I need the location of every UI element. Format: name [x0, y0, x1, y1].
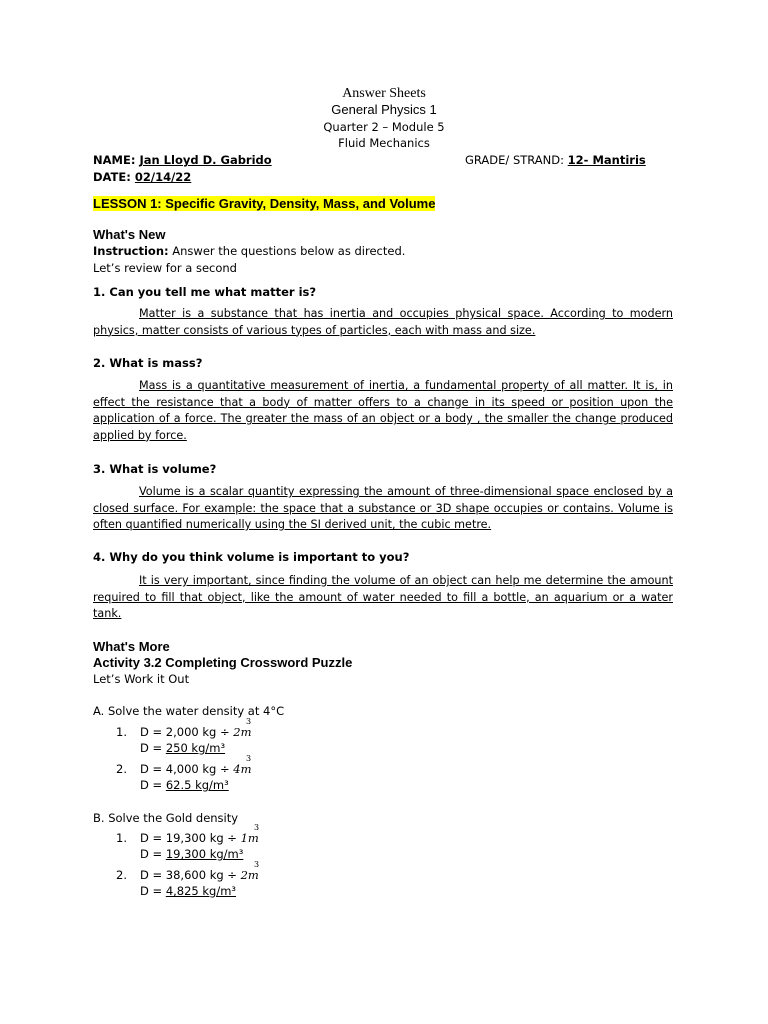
answer-value: 62.5 kg/m³	[165, 778, 229, 792]
review-line: Let’s review for a second	[93, 261, 237, 275]
lesson-title	[93, 196, 435, 211]
section-a-title: A. Solve the water density at 4°C	[93, 704, 285, 718]
superscript-three: 3	[246, 754, 252, 763]
answer-value: 19,300 kg/m³	[165, 847, 244, 861]
name-label: NAME:	[93, 153, 136, 167]
grade-row	[465, 153, 646, 167]
date-label: DATE:	[93, 170, 131, 184]
sheet-title: Answer Sheets	[342, 86, 426, 101]
superscript-three: 3	[246, 717, 252, 726]
answer-3-text: Volume is a scalar quantity expressing the amount of three-dimensional space enclosed by a closed surface. For example: the space that a substance or 3D shape occupies or contains. Volume is often quantified numerically using the SI derived unit, the cubic metre.	[93, 485, 673, 532]
equation-math: 1m	[240, 831, 259, 845]
whats-new-heading: What's New	[93, 227, 166, 242]
answer-1-text: Matter is a substance that has inertia and occupies physical space. According to modern physics, matter consists of various types of particles, each with mass and size.	[93, 307, 673, 337]
superscript-three: 3	[254, 823, 260, 832]
section-a-item-2-answer	[140, 778, 229, 792]
answer-4-text: It is very important, since finding the volume of an object can help me determine the amount required to fill that object, like the amount of water needed to fill a bottle, an aquarium or a water tank.	[93, 574, 673, 621]
equation-text: D = 38,600 kg ÷	[140, 868, 241, 882]
subject-title: General Physics 1	[331, 102, 437, 117]
superscript-three: 3	[254, 860, 260, 869]
equation-math: 2m	[240, 868, 259, 882]
equation-text: D = 19,300 kg ÷	[140, 831, 241, 845]
answer-3	[93, 484, 673, 534]
whats-more-heading: What's More	[93, 639, 170, 654]
question-4: 4. Why do you think volume is important to you?	[93, 550, 410, 564]
lesson-title-text: LESSON 1: Specific Gravity, Density, Mass, and Volume	[93, 196, 436, 211]
grade-value: 12- Mantiris	[567, 153, 646, 167]
section-b-item-1-number: 1.	[116, 831, 127, 845]
answer-prefix: D =	[140, 847, 166, 861]
section-b-item-2-number: 2.	[116, 868, 127, 882]
section-a-item-1-equation	[140, 725, 252, 739]
activity-title: Activity 3.2 Completing Crossword Puzzle	[93, 655, 353, 670]
answer-2-text: Mass is a quantitative measurement of inertia, a fundamental property of all matter. It is, in effect the resistance that a body of matter offers to a change in its speed or position upon the application of a force. The greater the mass of an object or a body , the smaller the change produced applied by force.	[93, 379, 673, 442]
name-value: Jan Lloyd D. Gabrido	[139, 153, 272, 167]
question-3: 3. What is volume?	[93, 462, 217, 476]
work-it-out-line: Let’s Work it Out	[93, 672, 190, 686]
question-1: 1. Can you tell me what matter is?	[93, 285, 317, 299]
section-b-item-1-equation	[140, 831, 259, 845]
section-b-item-2-equation	[140, 868, 259, 882]
section-a-item-2-equation	[140, 762, 252, 776]
section-a-item-1-number: 1.	[116, 725, 127, 739]
equation-math: 2m	[233, 725, 252, 739]
date-row	[93, 170, 191, 184]
module-topic: Fluid Mechanics	[338, 136, 430, 150]
equation-math: 4m	[233, 762, 252, 776]
section-b-title: B. Solve the Gold density	[93, 811, 239, 825]
date-value: 02/14/22	[134, 170, 192, 184]
name-row	[93, 153, 272, 167]
answer-prefix: D =	[140, 741, 166, 755]
answer-prefix: D =	[140, 884, 166, 898]
grade-label: GRADE/ STRAND:	[465, 153, 565, 167]
section-a-item-2-number: 2.	[116, 762, 127, 776]
instruction-line	[93, 244, 405, 258]
section-b-item-2-answer	[140, 884, 236, 898]
instruction-text: Answer the questions below as directed.	[172, 244, 406, 258]
answer-1	[93, 306, 673, 339]
question-2: 2. What is mass?	[93, 356, 203, 370]
answer-value: 250 kg/m³	[165, 741, 226, 755]
equation-text: D = 4,000 kg ÷	[140, 762, 234, 776]
section-b-item-1-answer	[140, 847, 243, 861]
answer-value: 4,825 kg/m³	[165, 884, 237, 898]
answer-prefix: D =	[140, 778, 166, 792]
instruction-label: Instruction:	[93, 244, 169, 258]
answer-4	[93, 573, 673, 623]
equation-text: D = 2,000 kg ÷	[140, 725, 234, 739]
answer-2	[93, 378, 673, 444]
section-a-item-1-answer	[140, 741, 225, 755]
quarter-module: Quarter 2 – Module 5	[323, 120, 445, 134]
